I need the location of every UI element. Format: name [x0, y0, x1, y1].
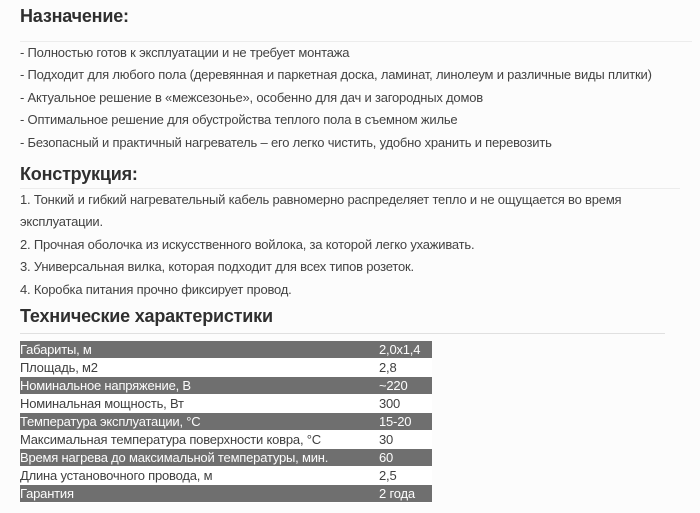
- spec-row-value: 60: [379, 449, 432, 467]
- spec-row-label: Площадь, м2: [20, 359, 379, 377]
- divider: [20, 333, 665, 334]
- spec-row: [20, 431, 432, 449]
- spec-row: [20, 467, 432, 485]
- construction-list: [20, 189, 694, 301]
- spec-row: [20, 359, 432, 377]
- spec-row-label: Длина установочного провода, м: [20, 467, 379, 485]
- spec-row-value: 2 года: [379, 485, 432, 503]
- purpose-item: - Актуальное решение в «межсезонье», особенно для дач и загородных домов: [20, 89, 483, 105]
- spec-row-label: Температура эксплуатации, °С: [20, 413, 379, 431]
- spec-row-label: Максимальная температура поверхности ковра, °С: [20, 431, 379, 449]
- purpose-heading: Назначение:: [20, 6, 129, 26]
- purpose-item: - Оптимальное решение для обустройства теплого пола в съемном жилье: [20, 112, 458, 128]
- spec-row-value: 2,0х1,4: [379, 341, 432, 359]
- construction-item: 3. Универсальная вилка, которая подходит для всех типов розеток.: [20, 259, 414, 275]
- purpose-item: - Безопасный и практичный нагреватель – его легко чистить, удобно хранить и перевозить: [20, 134, 552, 150]
- purpose-item: - Полностью готов к эксплуатации и не требует монтажа: [20, 45, 350, 60]
- specs-heading: Технические характеристики: [20, 306, 273, 327]
- spec-row-value: 15-20: [379, 413, 432, 431]
- spec-row-value: 30: [379, 431, 432, 449]
- construction-heading: Конструкция:: [20, 164, 138, 185]
- section-construction: [20, 162, 694, 301]
- spec-row-value: 2,8: [379, 359, 432, 377]
- purpose-item: - Подходит для любого пола (деревянная и паркетная доска, ламинат, линолеум и различные виды плитки): [20, 67, 652, 83]
- spec-row: [20, 485, 432, 503]
- spec-row: [20, 341, 432, 359]
- spec-row: [20, 449, 432, 467]
- spec-row-value: 2,5: [379, 467, 432, 485]
- spec-row-label: Номинальная мощность, Вт: [20, 395, 379, 413]
- spec-row: [20, 395, 432, 413]
- spec-row-label: Габариты, м: [20, 341, 379, 359]
- spec-row-label: Время нагрева до максимальной температуры, мин.: [20, 449, 379, 467]
- construction-item: 2. Прочная оболочка из искусственного войлока, за которой легко ухаживать.: [20, 236, 475, 252]
- construction-item: 1. Тонкий и гибкий нагревательный кабель равномерно распределяет тепло и не ощущается во время эксплуатации.: [20, 192, 622, 230]
- spec-row-value: 300: [379, 395, 432, 413]
- specs-table-body: [20, 341, 432, 503]
- specs-table: [20, 341, 432, 503]
- spec-row: [20, 377, 432, 395]
- section-specs: [20, 304, 694, 503]
- section-purpose: [20, 4, 694, 154]
- spec-row-label: Гарантия: [20, 485, 379, 503]
- spec-row-label: Номинальное напряжение, В: [20, 377, 379, 395]
- construction-item: 4. Коробка питания прочно фиксирует провод.: [20, 281, 292, 297]
- spec-row: [20, 413, 432, 431]
- spec-row-value: ~220: [379, 377, 432, 395]
- purpose-list: [20, 42, 694, 154]
